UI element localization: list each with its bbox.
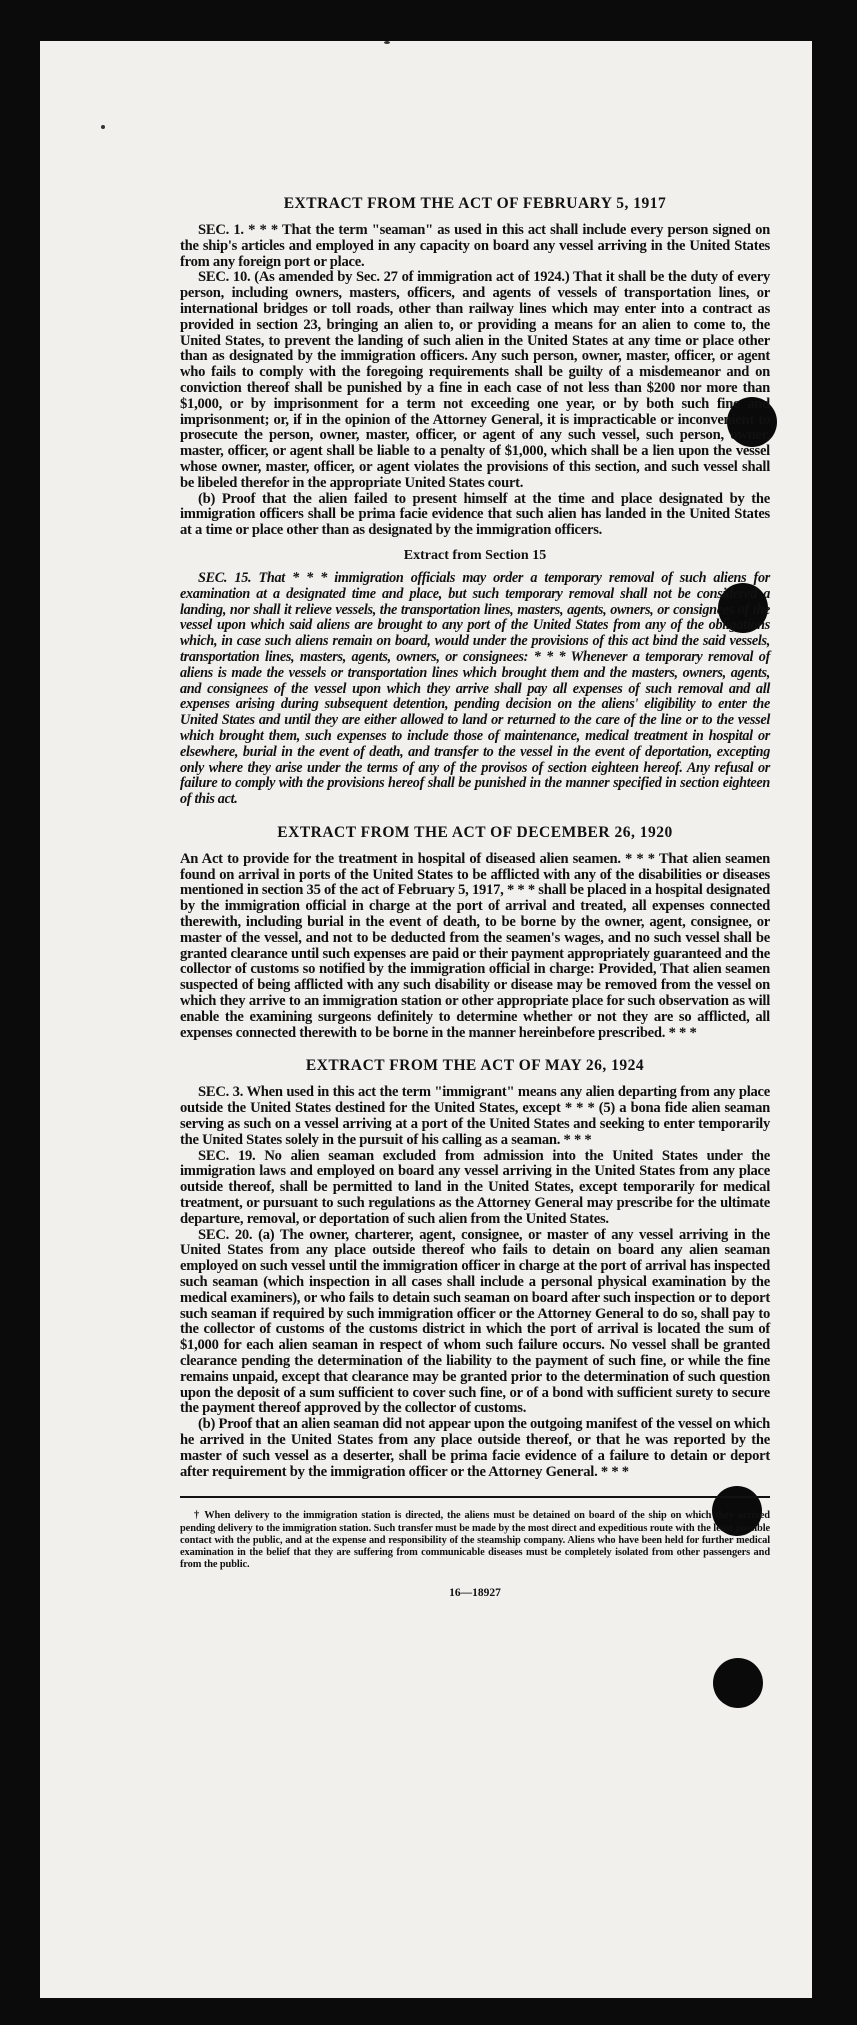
document-body: [180, 193, 770, 1599]
section-19-paragraph: SEC. 19. No alien seaman excluded from admission into the United States under the immigration laws and employed on board any vessel arriving in the United States from any place outside thereof, shall be permitted to land in the United States, except temporarily for medical treatment, or pursuant to such regulations as the Attorney General may prescribe for the ultimate departure, removal, or deportation of such alien from the United States.: [180, 1147, 770, 1227]
footnote-text: † When delivery to the immigration station is directed, the aliens must be detained on board of the ship on which they arrived pending delivery to the immigration station. Such transfer must be made by the most direct and expeditious route with the least possible contact with the public, and at the expense and responsibility of the steamship company. Aliens who have been held for further medical examination in the belief that they are suffering from communicable diseases must be completely isolated from other passengers and from the public.: [180, 1510, 770, 1571]
speck-mark: [384, 41, 390, 44]
subheading-section-15: Extract from Section 15: [403, 547, 547, 563]
footnote-divider: [180, 1496, 770, 1498]
section-15-paragraph: SEC. 15. That * * * immigration officials may order a temporary removal of such aliens for examination at a designated time and place, but such temporary removal shall not be considered a landing, nor shall it relieve vessels, the transportation lines, masters, agents, owners, or consignees of the vessel upon which said aliens are brought to any port of the United States from any of the obligations which, in case such aliens remain on board, would under the provisions of this act bind the said vessels, transportation lines, masters, agents, owners, or consignees: * * * Whenever a temporary removal of aliens is made the vessels or transportation lines which brought them and the masters, owners, agents, and consignees of the vessel upon which they arrive shall pay all expenses of such removal and all expenses arising during subsequent detention, pending decision on the aliens' eligibility to enter the United States and until they are either allowed to land or returned to the care of the line or to the vessel which brought them, such expenses to include those of maintenance, medical treatment in hospital or elsewhere, burial in the event of death, and transfer to the vessel in the event of deportation, excepting only where they arise under the terms of any of the provisos of section eighteen hereof. Any refusal or failure to comply with the provisions hereof shall be punished in the manner specified in section eighteen of this act.: [180, 569, 770, 808]
section-20a-paragraph: SEC. 20. (a) The owner, charterer, agent, consignee, or master of any vessel arriving in the United States from any place outside thereof who fails to detain on board any alien seaman employed on such vessel until the immigration officer in charge at the port of arrival has inspected such seaman (which inspection in all cases shall include a personal physical examination by the medical examiners), or who fails to detain such seaman on board after such inspection or to deport such seaman if required by such immigration officer or the Attorney General to do so, shall pay to the collector of customs of the customs district in which the port of arrival is located the sum of $1,000 for each alien seaman in respect of whom such failure occurs. No vessel shall be granted clearance pending the determination of the liability to the payment of such fine, or while the fine remains unpaid, except that clearance may be granted prior to the determination of such question upon the deposit of a sum sufficient to cover such fine, or of a bond with sufficient surety to secure the payment thereof approved by the collector of customs.: [180, 1226, 770, 1417]
heading-feb-1917: EXTRACT FROM THE ACT OF FEBRUARY 5, 1917: [283, 195, 667, 212]
act-1920-paragraph: An Act to provide for the treatment in hospital of diseased alien seamen. * * * That alien seamen found on arrival in ports of the United States to be afflicted with any of the disabilities or diseases mentioned in section 35 of the act of February 5, 1917, * * * shall be placed in a hospital designated by the immigration official in charge at the port of arrival and treated, all expenses connected therewith, including burial in the event of death, to be borne by the owner, agent, consignee, or master of the vessel, and not to be deducted from the seamen's wages, and no such vessel shall be granted clearance until such expenses are paid or their payment appropriately guaranteed and the collector of customs so notified by the immigration official in charge: Provided, That alien seamen suspected of being afflicted with any such disability or disease may be removed from the vessel on which they arrive to an immigration station or other appropriate place for such observation as will enable the examining surgeons definitely to determine whether or not they are so afflicted, all expenses connected therewith to be borne in the manner hereinbefore prescribed. * * *: [180, 850, 770, 1041]
punch-hole: [713, 1658, 763, 1708]
section-3-paragraph: SEC. 3. When used in this act the term "immigrant" means any alien departing from any place outside the United States destined for the United States, except * * * (5) a bona fide alien seaman serving as such on a vessel arriving at a port of the United States and seeking to enter temporarily the United States solely in the pursuit of his calling as a seaman. * * *: [180, 1084, 770, 1148]
section-10-paragraph: SEC. 10. (As amended by Sec. 27 of immigration act of 1924.) That it shall be the duty of every person, including owners, masters, officers, and agents of vessels of transportation lines, or international bridges or toll roads, other than railway lines which may enter into a contract as provided in section 23, bringing an alien to, or providing a means for an alien to come to, the United States, to prevent the landing of such alien in the United States at any time or place other than as designated by the immigration officers. Any such person, owner, master, officer, or agent who fails to comply with the foregoing requirements shall be guilty of a misdemeanor and on conviction thereof shall be punished by a fine in each case of not less than $200 nor more than $1,000, or by imprisonment for a term not exceeding one year, or by both such fine and imprisonment; or, if in the opinion of the Attorney General, it is impracticable or inconvenient to prosecute the person, owner, master, officer, or agent of any such vessel, such person, owner, master, officer, or agent shall be liable to a penalty of $1,000, which shall be a lien upon the vessel whose owner, master, officer, or agent violates the provisions of this section, and such vessel shall be libeled therefor in the appropriate United States court.: [180, 269, 770, 491]
document-page: [40, 41, 812, 1998]
speck-mark: [101, 125, 105, 129]
section-10b-paragraph: (b) Proof that the alien failed to present himself at the time and place designated by the immigration officers shall be prima facie evidence that such alien has landed in the United States at a time or place other than as designated by the immigration officers.: [180, 490, 770, 539]
heading-may-1924: EXTRACT FROM THE ACT OF MAY 26, 1924: [305, 1057, 645, 1075]
section-1-paragraph: SEC. 1. * * * That the term "seaman" as used in this act shall include every person signed on the ship's articles and employed in any capacity on board any vessel arriving in the United States from any foreign port or place.: [180, 222, 770, 270]
heading-dec-1920: EXTRACT FROM THE ACT OF DECEMBER 26, 1920: [277, 823, 673, 841]
page-number: 16—18927: [449, 1587, 501, 1600]
section-20b-paragraph: (b) Proof that an alien seaman did not appear upon the outgoing manifest of the vessel on which he arrived in the United States from any place outside thereof, or that he was reported by the master of such vessel as a deserter, shall be prima facie evidence of a failure to detain or deport after requirement by the immigration officer or the Attorney General. * * *: [180, 1416, 770, 1480]
